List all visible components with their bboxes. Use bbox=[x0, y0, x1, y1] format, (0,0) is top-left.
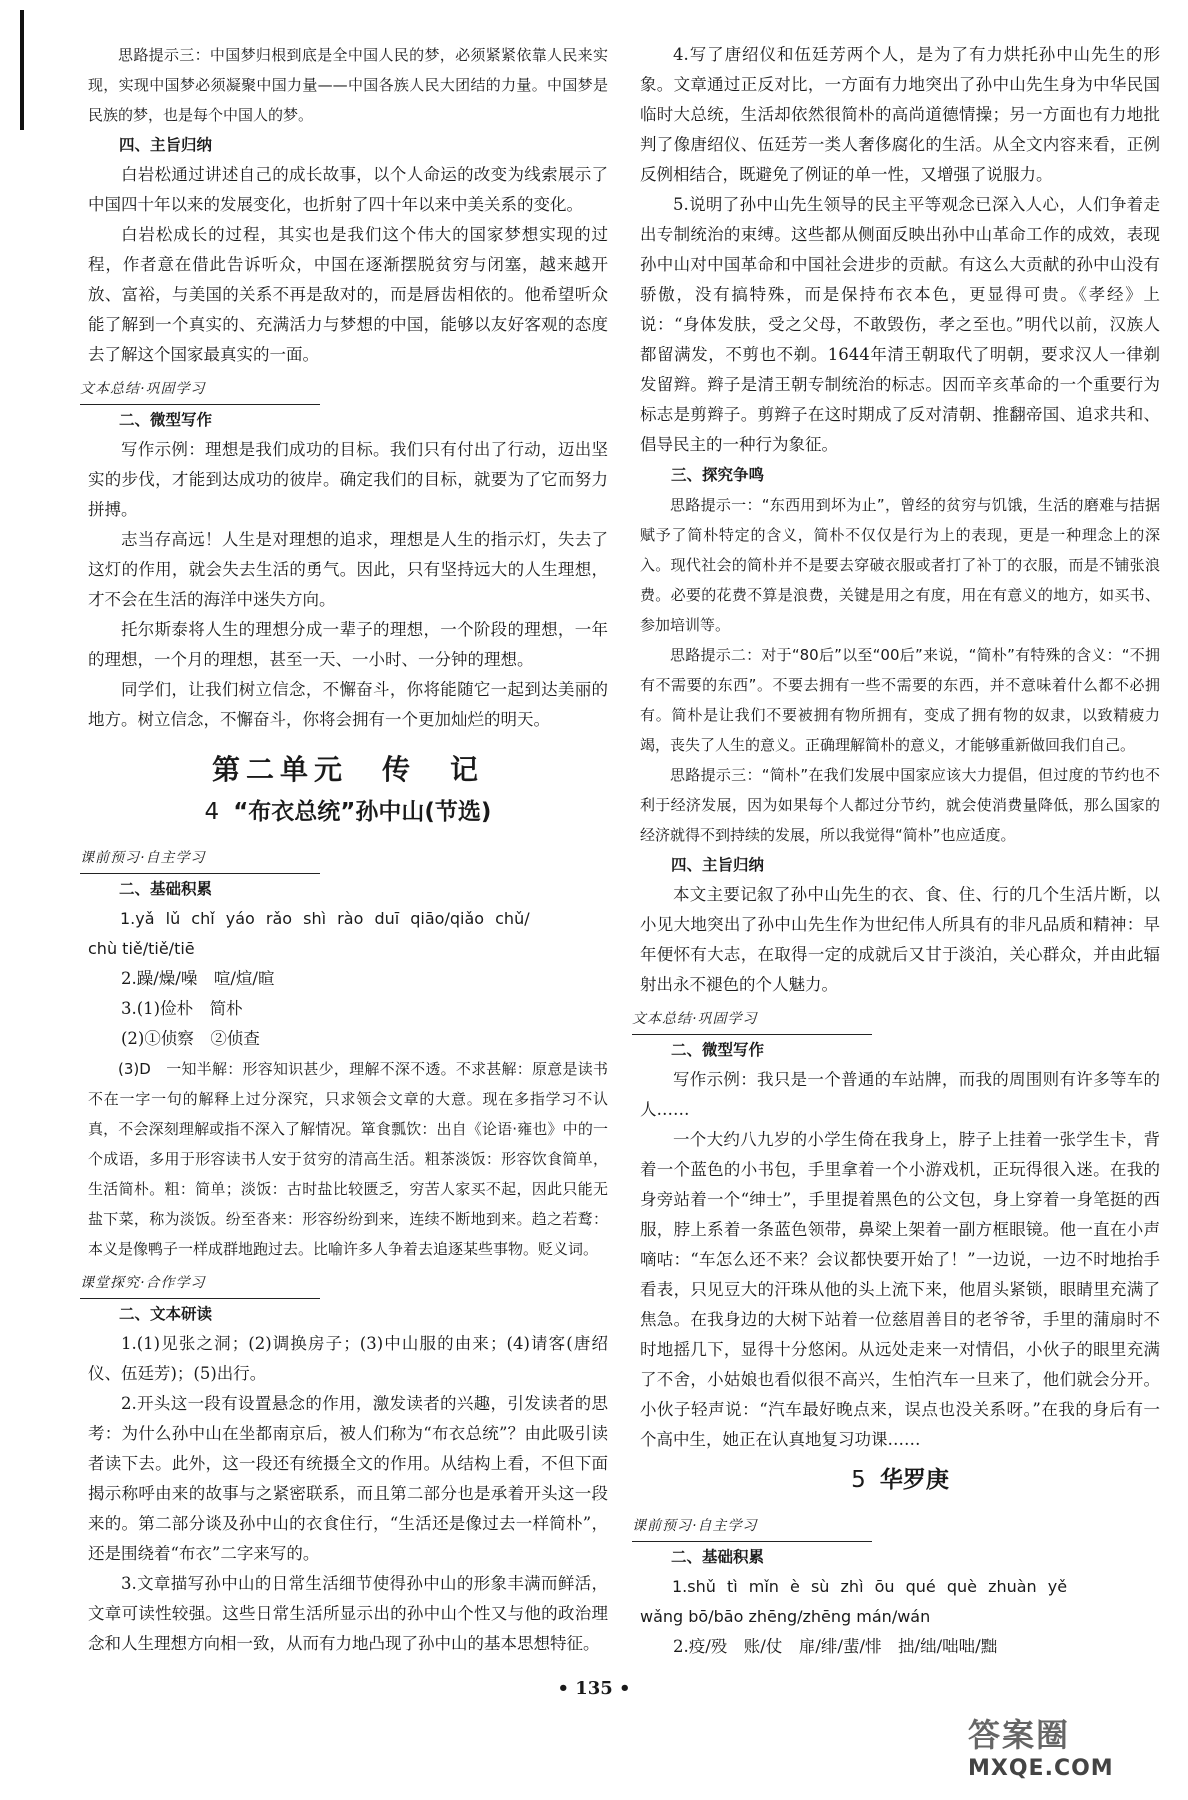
unit-title: 第二单元 传 记 bbox=[211, 753, 484, 786]
paragraph: 本文主要记叙了孙中山先生的衣、食、住、行的几个生活片断，以小见大地突出了孙中山先生作为世纪伟人所具有的非凡品质和精神：早年便怀有大志，在取得一定的成就后又甘于淡泊，关心群众，并由此辐射出永不褪色的个人魅力。 bbox=[640, 885, 1160, 994]
paragraph: 白岩松成长的过程，其实也是我们这个伟大的国家梦想实现的过程，作者意在借此告诉听众，中国在逐渐摆脱贫穷与闭塞，越来越开放、富裕，与美国的关系不再是敌对的，而是唇齿相依的。他希望听众能了解到一个真实的、充满活力与梦想的中国，能够以友好客观的态度去了解这个国家最真实的一面。 bbox=[88, 225, 608, 364]
answer-item: 3.(1)俭朴 简朴 bbox=[121, 999, 243, 1018]
paragraph: 写作示例：理想是我们成功的目标。我们只有付出了行动，迈出坚实的步伐，才能到达成功的彼岸。确定我们的目标，就要为了它而努力拼搏。 bbox=[88, 440, 608, 519]
watermark-top: 答案圈 bbox=[968, 1716, 1071, 1754]
section-heading: 二、微型写作 bbox=[119, 411, 213, 429]
section-heading: 二、文本研读 bbox=[119, 1305, 213, 1323]
lesson-number: 5 bbox=[851, 1467, 866, 1493]
paragraph: 4.写了唐绍仪和伍廷芳两个人，是为了有力烘托孙中山先生的形象。文章通过正反对比，一方面有力地突出了孙中山先生身为中华民国临时大总统，生活却依然很简朴的高尚道德情操；另一方面也有力地批判了像唐绍仪、伍廷芳一类人奢侈腐化的生活。从全文内容来看，正例反例相结合，既避免了例证的单一性，又增强了说服力。 bbox=[640, 45, 1160, 184]
section-bar: 课前预习·自主学习 bbox=[632, 1511, 872, 1542]
lesson-title bbox=[88, 797, 608, 827]
hint-paragraph: 思路提示一：“东西用到坏为止”，曾经的贫穷与饥饿，生活的磨难与拮据赋予了简朴特定的含义，简朴不仅仅是行为上的表现，更是一种理念上的深入。现代社会的简朴并不是要去穿破衣服或者打了补丁的衣服，而是不铺张浪费。必要的花费不算是浪费，关键是用之有度，用在有意义的地方，如买书、参加培训等。 bbox=[640, 496, 1160, 634]
paragraph: 3.文章描写孙中山的日常生活细节使得孙中山的形象丰满而鲜活，文章可读性较强。这些日常生活所显示出的孙中山个性又与他的政治理念和人生理想方向相一致，从而有力地凸现了孙中山的基本思想特征。 bbox=[88, 1574, 608, 1653]
paragraph: 同学们，让我们树立信念，不懈奋斗，你将能随它一起到达美丽的地方。树立信念，不懈奋斗，你将会拥有一个更加灿烂的明天。 bbox=[88, 680, 608, 729]
answer-item: 2.疫/殁 账/仗 扉/绯/蜚/悱 拙/绌/咄咄/黜 bbox=[673, 1637, 998, 1656]
pinyin-line: wǎng bō/bāo zhēng/zhēng mán/wán bbox=[640, 1607, 931, 1626]
right-column bbox=[632, 40, 1160, 1662]
watermark-logo bbox=[968, 1710, 1138, 1788]
page-number: • 135 • bbox=[557, 1678, 631, 1699]
section-heading: 二、基础积累 bbox=[119, 880, 213, 898]
paragraph: 写作示例：我只是一个普通的车站牌，而我的周围则有许多等车的人…… bbox=[640, 1070, 1160, 1119]
lesson-title-text: “布衣总统”孙中山(节选) bbox=[233, 799, 492, 825]
lesson-title bbox=[640, 1465, 1160, 1495]
pinyin-line: 1.shǔ tì mǐn è sù zhì ōu qué què zhuàn yě bbox=[672, 1577, 1068, 1596]
answer-item: 2.躁/燥/噪 喧/煊/暄 bbox=[121, 969, 275, 988]
section-bar: 文本总结·巩固学习 bbox=[632, 1004, 872, 1035]
lesson-number: 4 bbox=[204, 799, 220, 825]
answer-explanation: (3)D 一知半解：形容知识甚少，理解不深不透。不求甚解：原意是读书不在一字一句的解释上过分深究，只求领会文章的大意。现在多指学习不认真，不会深刻理解或指不深入了解情况。箪食瓢饮：出自《论语·雍也》中的一个成语，多用于形容读书人安于贫穷的清高生活。粗茶淡饭：形容饮食简单，生活简朴。粗：简单；淡饭：古时盐比较匮乏，穷苦人家买不起，因此只能无盐下菜，称为淡饭。纷至沓来：形容纷纷到来，连续不断地到来。趋之若鹜：本义是像鸭子一样成群地跑过去。比喻许多人争着去追逐某些事物。贬义词。 bbox=[88, 1060, 608, 1258]
lesson-title-text: 华罗庚 bbox=[879, 1467, 949, 1493]
section-heading: 四、主旨归纳 bbox=[119, 136, 213, 154]
section-heading: 二、基础积累 bbox=[671, 1548, 765, 1566]
section-heading: 三、探究争鸣 bbox=[671, 466, 765, 484]
paragraph: 白岩松通过讲述自己的成长故事，以个人命运的改变为线索展示了中国四十年以来的发展变化，也折射了四十年以来中美关系的变化。 bbox=[88, 165, 608, 214]
section-heading: 二、微型写作 bbox=[671, 1041, 765, 1059]
hint-paragraph: 思路提示二：对于“80后”以至“00后”来说，“简朴”有特殊的含义：“不拥有不需要的东西”。不要去拥有一些不需要的东西，并不意味着什么都不必拥有。简朴是让我们不要被拥有物所拥有，变成了拥有物的奴隶，以致精疲力竭，丧失了人生的意义。正确理解简朴的意义，才能够重新做回我们自己。 bbox=[640, 646, 1160, 754]
left-column bbox=[80, 40, 608, 1659]
paragraph: 一个大约八九岁的小学生倚在我身上，脖子上挂着一张学生卡，背着一个蓝色的小书包，手里拿着一个小游戏机，正玩得很入迷。在我的身旁站着一个“绅士”，手里提着黑色的公文包，身上穿着一身笔挺的西服，脖上系着一条蓝色领带，鼻梁上架着一副方框眼镜。他一直在小声嘀咕：“车怎么还不来？会议都快要开始了！”一边说，一边不时地抬手看表，只见豆大的汗珠从他的头上流下来，他眉头紧锁，眼睛里充满了焦急。在我身边的大树下站着一位慈眉善目的老爷爷，手里的蒲扇时不时地摇几下，显得十分悠闲。从远处走来一对情侣，小伙子的眼里充满了不舍，小姑娘也看似很不高兴，生怕汽车一旦来了，他们就会分开。小伙子轻声说：“汽车最好晚点来，误点也没关系呀。”在我的身后有一个高中生，她正在认真地复习功课…… bbox=[640, 1130, 1160, 1449]
answer-item: (2)①侦察 ②侦查 bbox=[121, 1029, 260, 1048]
section-bar: 课前预习·自主学习 bbox=[80, 843, 320, 874]
paragraph: 志当存高远！人生是对理想的追求，理想是人生的指示灯，失去了这灯的作用，就会失去生活的勇气。因此，只有坚持远大的人生理想，才不会在生活的海洋中迷失方向。 bbox=[88, 530, 608, 609]
section-bar: 文本总结·巩固学习 bbox=[80, 374, 320, 405]
paragraph: 2.开头这一段有设置悬念的作用，激发读者的兴趣，引发读者的思考：为什么孙中山在坐都南京后，被人们称为“布衣总统”？由此吸引读者读下去。此外，这一段还有统摄全文的作用。从结构上看，不但下面揭示称呼由来的故事与之紧密联系，而且第二部分也是承着开头这一段来的。第二部分谈及孙中山的衣食住行，“生活还是像过去一样简朴”，还是围绕着“布衣”二字来写的。 bbox=[88, 1394, 608, 1563]
paragraph: 托尔斯泰将人生的理想分成一辈子的理想，一个阶段的理想，一年的理想，一个月的理想，甚至一天、一小时、一分钟的理想。 bbox=[88, 620, 608, 669]
hint-paragraph: 思路提示三：中国梦归根到底是全中国人民的梦，必须紧紧依靠人民来实现，实现中国梦必须凝聚中国力量——中国各族人民大团结的力量。中国梦是民族的梦，也是每个中国人的梦。 bbox=[88, 46, 608, 124]
pinyin-line: chù tiě/tiě/tiē bbox=[88, 939, 195, 958]
section-heading: 四、主旨归纳 bbox=[671, 856, 765, 874]
watermark-bottom: MXQE.COM bbox=[968, 1756, 1114, 1781]
hint-paragraph: 思路提示三：“简朴”在我们发展中国家应该大力提倡，但过度的节约也不利于经济发展，因为如果每个人都过分节约，就会使消费量降低，那么国家的经济就得不到持续的发展，所以我觉得“简朴”也应适度。 bbox=[640, 766, 1160, 844]
margin-line bbox=[20, 10, 24, 130]
paragraph: 5.说明了孙中山先生领导的民主平等观念已深入人心，人们争着走出专制统治的束缚。这些都从侧面反映出孙中山革命工作的成效，表现孙中山对中国革命和中国社会进步的贡献。有这么大贡献的孙中山没有骄傲，没有搞特殊，而是保持布衣本色，更显得可贵。《孝经》上说：“身体发肤，受之父母，不敢毁伤，孝之至也。”明代以前，汉族人都留满发，不剪也不剃。1644年清王朝取代了明朝，要求汉人一律剃发留辫。辫子是清王朝专制统治的标志。因而辛亥革命的一个重要行为标志是剪辫子。剪辫子在这时期成了反对清朝、推翻帝国、追求共和、倡导民主的一种行为象征。 bbox=[640, 195, 1160, 454]
paragraph: 1.(1)见张之洞；(2)调换房子；(3)中山服的由来；(4)请客(唐绍仪、伍廷芳)；(5)出行。 bbox=[88, 1334, 608, 1383]
pinyin-line: 1.yǎ lǔ chǐ yáo rǎo shì rào duī qiāo/qiǎo chǔ/ bbox=[120, 909, 530, 928]
section-bar: 课堂探究·合作学习 bbox=[80, 1268, 320, 1299]
